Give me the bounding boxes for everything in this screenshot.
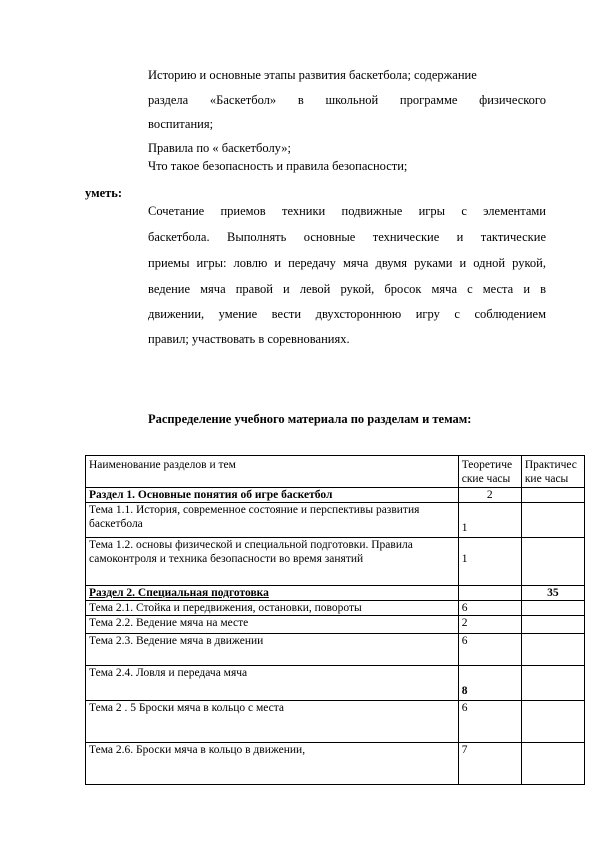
table-header-row bbox=[86, 456, 585, 488]
row-practice bbox=[521, 538, 584, 586]
row-practice bbox=[521, 701, 584, 743]
table-row bbox=[86, 538, 585, 586]
row-name: Тема 2 . 5 Броски мяча в кольцо с места bbox=[86, 701, 459, 743]
row-theory: 7 bbox=[458, 743, 521, 785]
know-item-1: Историю и основные этапы развития баскетбола; содержание bbox=[148, 68, 477, 82]
row-name: Раздел 1. Основные понятия об игре баскетбол bbox=[86, 488, 459, 503]
know-item-3: Что такое безопасность и правила безопасности; bbox=[148, 159, 408, 173]
table-row bbox=[86, 586, 585, 601]
row-theory: 6 bbox=[458, 701, 521, 743]
know-item-1-cont: раздела «Баскетбол» в школьной программе физического bbox=[148, 93, 546, 107]
row-theory bbox=[458, 586, 521, 601]
row-theory: 2 bbox=[458, 488, 521, 503]
row-practice bbox=[521, 634, 584, 666]
topics-table bbox=[85, 455, 585, 785]
row-name: Тема 2.6. Броски мяча в кольцо в движении, bbox=[86, 743, 459, 785]
table-row bbox=[86, 503, 585, 538]
row-theory: 6 bbox=[458, 634, 521, 666]
row-theory: 8 bbox=[458, 666, 521, 701]
skills-line-6: правил; участвовать в соревнованиях. bbox=[148, 332, 350, 346]
row-theory: 1 bbox=[458, 503, 521, 538]
row-practice bbox=[521, 743, 584, 785]
table-row bbox=[86, 634, 585, 666]
row-practice bbox=[521, 616, 584, 634]
table-row bbox=[86, 488, 585, 503]
know-item-2: Правила по « баскетболу»; bbox=[148, 141, 291, 155]
skills-line-2: баскетбола. Выполнять основные технические и тактические bbox=[148, 230, 546, 244]
header-theory: Теоретиче ские часы bbox=[458, 456, 521, 488]
skills-heading: уметь: bbox=[85, 186, 123, 200]
table-row bbox=[86, 743, 585, 785]
row-name: Тема 2.3. Ведение мяча в движении bbox=[86, 634, 459, 666]
row-theory: 2 bbox=[458, 616, 521, 634]
header-name: Наименование разделов и тем bbox=[86, 456, 459, 488]
row-name: Тема 1.1. История, современное состояние и перспективы развития баскетбола bbox=[86, 503, 459, 538]
know-item-1-end: воспитания; bbox=[148, 117, 214, 131]
row-name: Тема 1.2. основы физической и специальной подготовки. Правила самоконтроля и техника безопасности во время занятий bbox=[86, 538, 459, 586]
skills-line-4: ведение мяча правой и левой рукой, бросок мяча с места и в bbox=[148, 282, 546, 296]
header-practice: Практичес кие часы bbox=[521, 456, 584, 488]
skills-line-1: Сочетание приемов техники подвижные игры с элементами bbox=[148, 204, 546, 218]
row-name: Тема 2.4. Ловля и передача мяча bbox=[86, 666, 459, 701]
row-theory: 6 bbox=[458, 601, 521, 616]
table-row bbox=[86, 701, 585, 743]
skills-line-5: движении, умение вести двухстороннюю игру с соблюдением bbox=[148, 307, 546, 321]
row-theory: 1 bbox=[458, 538, 521, 586]
row-practice: 35 bbox=[521, 586, 584, 601]
row-practice bbox=[521, 503, 584, 538]
skills-line-3: приемы игры: ловлю и передачу мяча двумя руками и одной рукой, bbox=[148, 256, 546, 270]
row-name: Тема 2.2. Ведение мяча на месте bbox=[86, 616, 459, 634]
row-name: Раздел 2. Специальная подготовка bbox=[86, 586, 459, 601]
row-practice bbox=[521, 666, 584, 701]
table-row bbox=[86, 616, 585, 634]
table-row bbox=[86, 601, 585, 616]
table-title: Распределение учебного материала по разделам и темам: bbox=[148, 412, 472, 426]
table-row bbox=[86, 666, 585, 701]
row-practice bbox=[521, 601, 584, 616]
row-name: Тема 2.1. Стойка и передвижения, остановки, повороты bbox=[86, 601, 459, 616]
row-practice bbox=[521, 488, 584, 503]
